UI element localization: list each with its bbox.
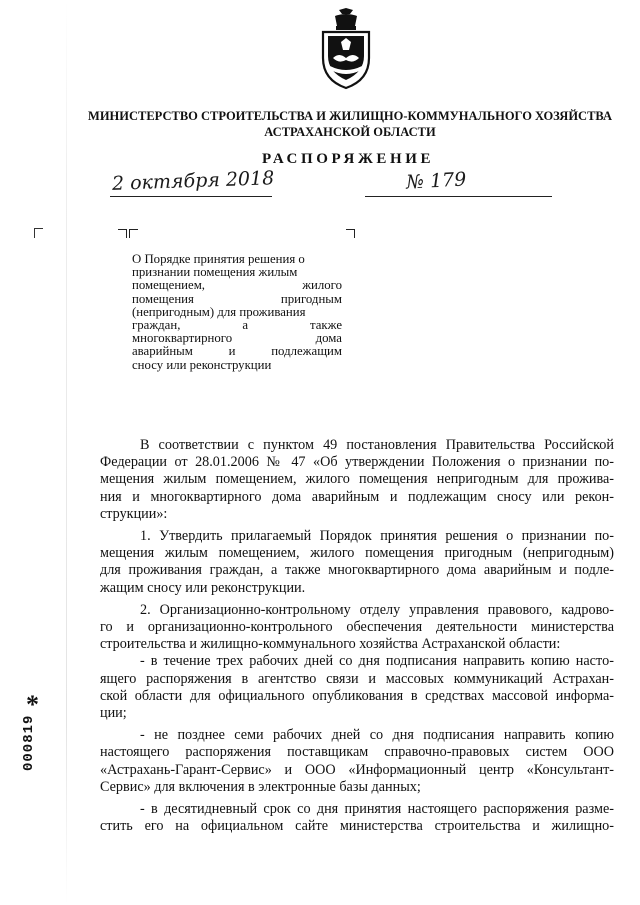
subject-line: граждан, а также [132,318,342,333]
body-line: - не позднее семи рабочих дней со дня подписания направить копию [140,727,614,744]
document-type-title: РАСПОРЯЖЕНИЕ [262,151,435,167]
ministry-name-line2: АСТРАХАНСКОЙ ОБЛАСТИ [264,125,436,139]
item-2-paragraph [100,602,614,654]
bullet-1-paragraph [100,653,614,722]
body-line: «Астрахань-Гарант-Сервис» и ООО «Информационный центр «Консультант- [100,761,614,778]
body-line: струкции»: [100,505,168,522]
subject-corner-top-left-inner [129,229,138,238]
margin-corner-mark [34,228,43,238]
number-underline [365,196,552,197]
body-line: Федерации от 28.01.2006 № 47 «Об утверждении Положения о признании по- [100,454,614,471]
body-line: 2. Организационно-контрольному отделу управления правового, кадрово- [140,601,614,618]
body-line: стить его на официальном сайте министерства строительства и жилищно- [100,818,614,835]
subject-line: помещением, жилого [132,278,342,293]
body-line: го и организационно-контрольного обеспечения деятельности министерства [100,619,614,636]
body-line: - в десятидневный срок со дня принятия настоящего распоряжения разме- [140,801,614,818]
date-underline [110,196,272,197]
handwritten-date: 2 октября 2018 [111,167,275,195]
body-line: ящего распоряжения в агентство связи и массовых коммуникаций Астрахан- [100,670,614,687]
subject-block [132,253,342,372]
body-line: В соответствии с пунктом 49 постановления Правительства Российской [140,437,614,453]
bullet-3-paragraph [100,801,614,835]
subject-line: признании помещения жилым [132,265,298,280]
body-line: Сервис» для включения в электронные базы данных; [100,778,421,795]
body-line: мещения жилым помещением, жилого помещения пригодным (непригодным) [100,545,614,562]
subject-line: О Порядке принятия решения о [132,252,305,266]
body-line: 1. Утвердить прилагаемый Порядок принятия решения о признании по- [140,528,614,545]
subject-line: (непригодным) для проживания [132,304,306,319]
subject-corner-top-right [346,229,355,238]
subject-line: многоквартирного дома [132,331,342,346]
subject-corner-top-left [118,229,127,238]
body-line: для проживания граждан, а также многоквартирного дома аварийным и подле- [100,562,614,579]
body-line: настоящего распоряжения поставщикам справочно-правовых систем ООО [100,744,614,761]
body-line: строительства и жилищно-коммунального хозяйства Астраханской области: [100,636,561,653]
body-line: жащим сносу или реконструкции. [100,579,306,596]
body-line: ской области для официального опубликования в средствах массовой информа- [100,687,614,704]
registry-number: 000819 [21,714,37,771]
handwritten-number: № 179 [405,168,467,194]
document-body [100,437,614,835]
body-line: ния и многоквартирного дома аварийным и подлежащим сносу или рекон- [100,488,614,505]
subject-line: сносу или реконструкции [132,357,272,372]
ministry-name-line1: МИНИСТЕРСТВО СТРОИТЕЛЬСТВА И ЖИЛИЩНО-КОММУНАЛЬНОГО ХОЗЯЙСТВА [88,109,612,123]
subject-line: помещения пригодным [132,291,342,306]
item-1-paragraph [100,528,614,597]
subject-line: аварийным и подлежащим [132,344,342,359]
coat-of-arms-emblem [317,8,375,90]
margin-star-mark: * [26,690,39,719]
body-line: ции; [100,705,127,722]
intro-paragraph [100,437,614,523]
body-line: - в течение трех рабочих дней со дня подписания направить копию настo- [140,653,614,670]
body-line: мещения жилым помещением, жилого помещения непригодным для прожива- [100,471,614,488]
bullet-2-paragraph [100,727,614,796]
